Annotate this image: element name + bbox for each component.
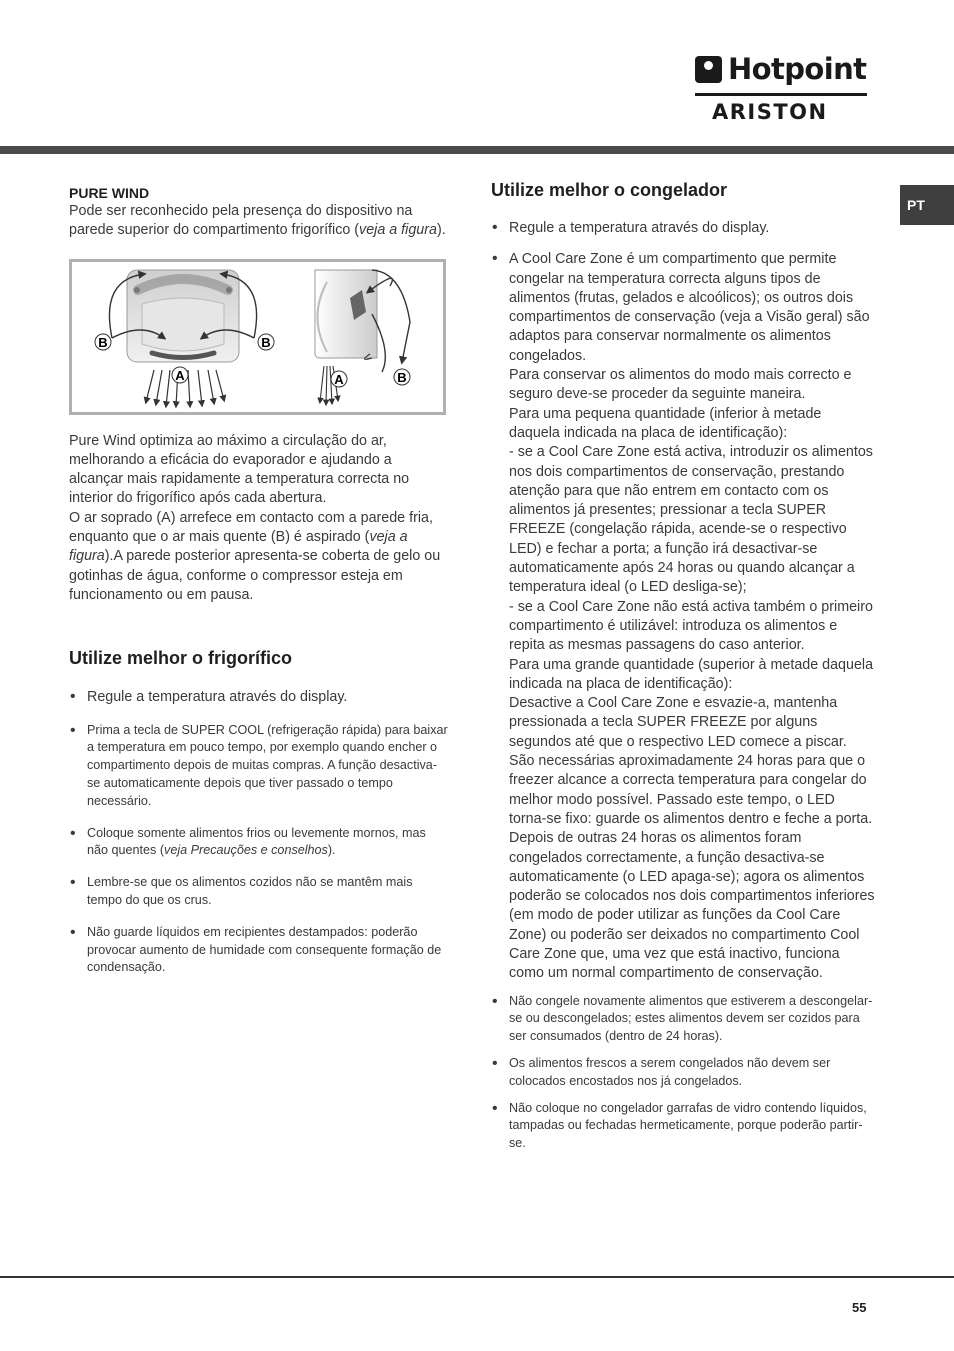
list-item: [69, 924, 449, 977]
label-a-front: A: [175, 367, 185, 383]
list-item: [491, 250, 876, 983]
pure-wind-intro-italic: veja a figura: [359, 222, 437, 239]
freezer-item2-p5: - se a Cool Care Zone não está activa também o primeiro compartimento é utilizável: introduza os alimentos e repita as mesmas passagens do caso anterior.: [509, 598, 873, 654]
fridge-item3-italic: veja Precauções e conselhos: [164, 843, 328, 858]
fridge-item3-text: [87, 825, 449, 861]
fridge-item5-text: • Não guarde líquidos em recipientes destampados: poderão provocar aumento de humidade com consequente formação de condensação.: [87, 924, 442, 975]
pure-wind-intro: [69, 202, 449, 241]
pure-wind-heading: PURE WIND: [69, 185, 150, 201]
fridge-heading: Utilize melhor o frigorífico: [69, 648, 293, 669]
pure-wind-illustration: [72, 262, 443, 412]
list-item: [69, 688, 449, 707]
label-b-side: B: [397, 369, 407, 385]
freezer-list: [491, 219, 876, 1153]
list-item: [491, 219, 876, 238]
left-column: [69, 185, 449, 977]
pure-wind-para1: Pure Wind optimiza ao máximo a circulação do ar, melhorando a eficácia do evaporador e ajudando a alcançar mais rapidamente a temperatura correcta no interior do frigorífico após cada abertura.: [69, 432, 410, 507]
freezer-item2-p2: Para conservar os alimentos do modo mais correcto e seguro deve-se proceder da seguinte maneira.: [509, 367, 852, 403]
freezer-item4-text: • Os alimentos frescos a serem congelados não devem ser colocados encostados nos já congelados.: [509, 1055, 831, 1088]
pure-wind-para2-end: ).A parede posterior apresenta-se coberta de gelo ou gotinhas de água, conforme o compressor esteja em funcionamento ou em pausa.: [69, 548, 441, 603]
freezer-item2-p7: Desactive a Cool Care Zone e esvazie-a, mantenha pressionada a tecla SUPER FREEZE por alguns segundos até que o respectivo LED comece a piscar. São necessárias aproximadamente 24 horas para que o freezer alcance a correcta temperatura para congelar do melhor modo possível. Passado este tempo, o LED torna-se fixo: guarde os alimentos dentro e feche a porta. Depois de outras 24 horas os alimentos foram congelados correctamente, a função desactiva-se automaticamente (o LED apaga-se); agora os alimentos poderão se colocados nos dois compartimentos inferiores (em modo de poder utilizar as funções da Cool Care Zone) ou poderão ser deixados no compartimento Cool Care Zone que, uma vez que está inactivo, funciona como um normal compartimento de conservação.: [509, 695, 875, 982]
list-item: [491, 1055, 876, 1091]
freezer-item1-text: • Regule a temperatura através do display.: [509, 220, 770, 236]
pure-wind-para2-text: O ar soprado (A) arrefece em contacto com a parede fria, enquanto que o ar mais quente (B) é aspirado (: [69, 509, 433, 546]
pure-wind-para2: [69, 509, 449, 605]
footer-rule: [0, 1276, 954, 1278]
fridge-item2-text: • Prima a tecla de SUPER COOL (refrigeração rápida) para baixar a temperatura em pouco tempo, por exemplo quando encher o compartimento depois de muitas compras. A função desactiva-se automaticamente depois que tiver passado o tempo necessário.: [87, 722, 448, 808]
list-item: [491, 1100, 876, 1153]
label-a-side: A: [334, 371, 344, 387]
pure-wind-para2-italic: veja a figura: [69, 529, 408, 565]
freezer-item2-p3: Para uma pequena quantidade (inferior à metade daquela indicada na placa de identificação):: [509, 405, 822, 441]
hotpoint-row: [695, 52, 870, 86]
list-item: [69, 874, 449, 910]
freezer-heading: Utilize melhor o congelador: [491, 180, 728, 200]
right-column: [491, 178, 876, 1153]
brand-name-hotpoint: Hotpoint: [728, 52, 867, 86]
language-tab: PT: [900, 185, 954, 225]
fridge-list: [69, 688, 449, 977]
fridge-item3-b: ).: [327, 843, 336, 858]
logo-divider: [695, 93, 867, 96]
fridge-item4-text: • Lembre-se que os alimentos cozidos não se mantêm mais tempo do que os crus.: [87, 875, 413, 907]
freezer-item2-p1: • A Cool Care Zone é um compartimento que permite congelar na temperatura correcta alguns tipos de alimentos (frutas, gelados e alcoólicos); os outros dois compartimentos de conservação (veja a Visão geral) são adaptos para conservar normalmente os alimentos congelados.: [509, 251, 870, 364]
label-b-left: B: [98, 334, 108, 350]
freezer-item2-p6: Para uma grande quantidade (superior à metade daquela indicada na placa de identificação):: [509, 656, 874, 692]
page-number: 55: [852, 1300, 867, 1315]
freezer-item2-p4: - se a Cool Care Zone está activa, introduzir os alimentos nos dois compartimentos de conservação, prestando atenção para que não entrem em contacto com os alimentos já presentes; pressionar a tecla SUPER FREEZE (congelação rápida, acende-se o respectivo LED) e fechar a porta; a função irá desactivar-se automaticamente após 24 horas ou quando alcançar a temperatura ideal (o LED desliga-se);: [509, 444, 873, 596]
hotpoint-logo-icon: [695, 56, 722, 83]
list-item: [69, 825, 449, 861]
list-item: [69, 722, 449, 811]
pure-wind-intro-end: ).: [436, 222, 446, 239]
list-item: [491, 993, 876, 1046]
freezer-item3-text: • Não congele novamente alimentos que estiverem a descongelar-se ou descongelados; estes alimentos devem ser cozidos para ser consumados (dentro de 24 horas).: [509, 993, 873, 1044]
pure-wind-intro-text: Pode ser reconhecido pela presença do dispositivo na parede superior do compartimento frigorífico (: [69, 203, 413, 239]
brand-logo: [695, 52, 870, 124]
label-b-right: B: [261, 334, 271, 350]
brand-name-ariston: ARISTON: [712, 100, 828, 124]
fridge-item1-text: • Regule a temperatura através do display.: [87, 689, 348, 706]
freezer-item5-text: • Não coloque no congelador garrafas de vidro contendo líquidos, tampadas ou fechadas hermeticamente, porque poderão partir-se.: [509, 1100, 867, 1151]
pure-wind-figure: [69, 259, 446, 415]
fridge-item3-a: Coloque somente alimentos frios ou levemente mornos, mas não quentes (: [87, 825, 426, 858]
header-bar: [0, 146, 954, 154]
